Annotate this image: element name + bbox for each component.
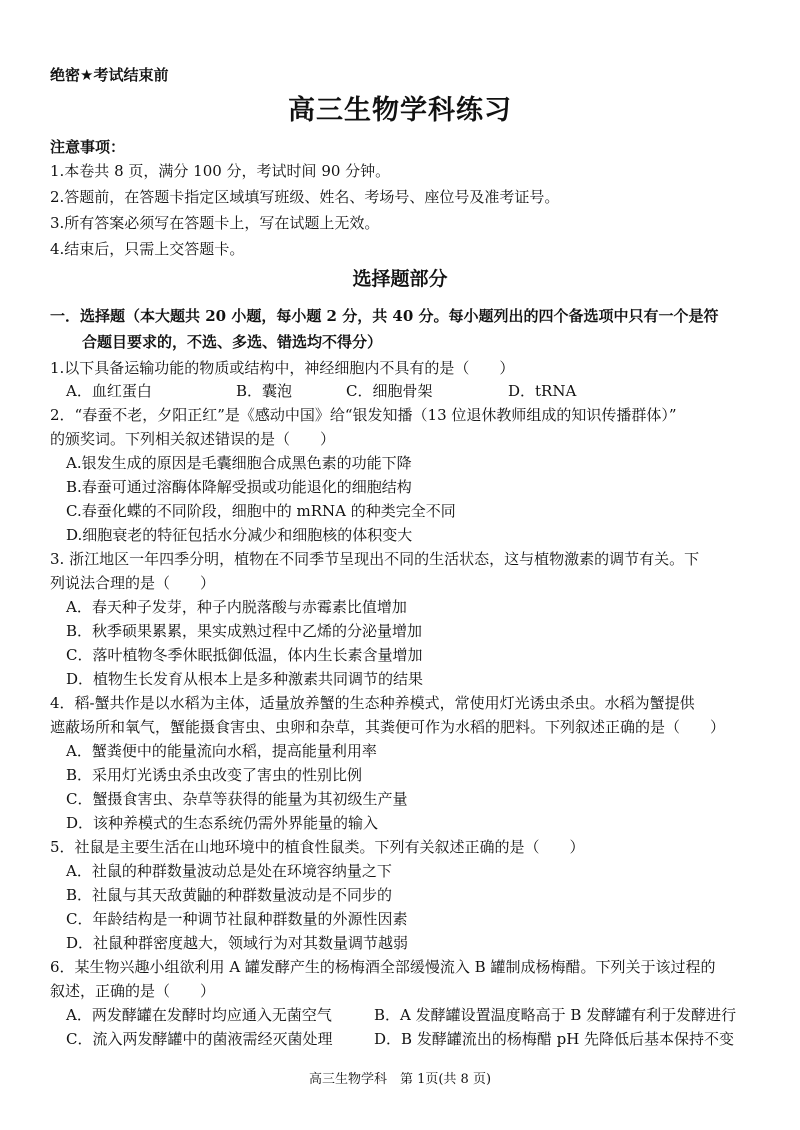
question-1-stem: 1.以下具备运输功能的物质或结构中，神经细胞内不具有的是（ ） [50, 359, 515, 377]
question-4-stem: 4．稻-蟹共作是以水稻为主体，适量放养蟹的生态种养模式，常使用灯光诱虫杀虫。水稻为蟹提供 [50, 694, 695, 712]
question-5-option-d: D．社鼠种群密度越大，领域行为对其数量调节越弱 [66, 934, 409, 952]
part-instruction: 一．选择题（本大题共 20 小题，每小题 2 分，共 40 分。每小题列出的四个备选项中只有一个是符 [50, 307, 719, 325]
question-1-option-d: D．tRNA [508, 382, 577, 400]
part-instruction: 合题目要求的，不选、多选、错选均不得分） [82, 333, 383, 351]
question-5-stem: 5．社鼠是主要生活在山地环境中的植食性鼠类。下列有关叙述正确的是（ ） [50, 838, 585, 856]
question-4-option-b: B．采用灯光诱虫杀虫改变了害虫的性别比例 [66, 766, 363, 784]
question-3-stem: 列说法合理的是（ ） [50, 574, 216, 592]
page-footer: 高三生物学科 第 1页(共 8 页) [308, 1072, 492, 1087]
note-item: 1.本卷共 8 页，满分 100 分，考试时间 90 分钟。 [50, 162, 391, 180]
question-6-option-a: A．两发酵罐在发酵时均应通入无菌空气 [66, 1006, 332, 1024]
notes-heading: 注意事项： [50, 138, 126, 156]
question-1-option-c: C．细胞骨架 [346, 382, 433, 400]
question-3-stem: 3. 浙江地区一年四季分明，植物在不同季节呈现出不同的生活状态，这与植物激素的调节有关。下 [50, 550, 700, 568]
question-1-option-a: A．血红蛋白 [66, 382, 152, 400]
page-title: 高三生物学科练习 [288, 95, 512, 126]
question-1-option-b: B．囊泡 [236, 382, 293, 400]
question-6-option-d: D．B 发酵罐流出的杨梅醋 pH 先降低后基本保持不变 [374, 1030, 735, 1048]
question-5-option-c: C．年龄结构是一种调节社鼠种群数量的外源性因素 [66, 910, 408, 928]
question-4-option-d: D．该种养模式的生态系统仍需外界能量的输入 [66, 814, 379, 832]
question-2-option-c: C.春蚕化蝶的不同阶段，细胞中的 mRNA 的种类完全不同 [66, 502, 456, 520]
question-3-option-b: B．秋季硕果累累，果实成熟过程中乙烯的分泌量增加 [66, 622, 423, 640]
question-5-option-a: A．社鼠的种群数量波动总是处在环境容纳量之下 [66, 862, 392, 880]
question-6-option-b: B．A 发酵罐设置温度略高于 B 发酵罐有利于发酵进行 [374, 1006, 737, 1024]
section-title: 选择题部分 [352, 268, 448, 290]
question-3-option-d: D．植物生长发育从根本上是多种激素共同调节的结果 [66, 670, 424, 688]
question-4-option-a: A．蟹粪便中的能量流向水稻，提高能量利用率 [66, 742, 377, 760]
question-5-option-b: B．社鼠与其天敌黄鼬的种群数量波动是不同步的 [66, 886, 393, 904]
note-item: 2.答题前，在答题卡指定区域填写班级、姓名、考场号、座位号及准考证号。 [50, 188, 560, 206]
note-item: 3.所有答案必须写在答题卡上，写在试题上无效。 [50, 214, 380, 232]
confidential-label: 绝密★考试结束前 [50, 66, 169, 84]
question-6-stem: 叙述，正确的是（ ） [50, 982, 216, 1000]
question-2-option-a: A.银发生成的原因是毛囊细胞合成黑色素的功能下降 [66, 454, 412, 472]
question-4-stem: 遮蔽场所和氧气，蟹能摄食害虫、虫卵和杂草，其粪便可作为水稻的肥料。下列叙述正确的是（ ） [50, 718, 726, 736]
question-2-option-d: D.细胞衰老的特征包括水分减少和细胞核的体积变大 [66, 526, 413, 544]
question-3-option-a: A．春天种子发芽，种子内脱落酸与赤霉素比值增加 [66, 598, 407, 616]
question-3-option-c: C．落叶植物冬季休眠抵御低温，体内生长素含量增加 [66, 646, 423, 664]
question-6-option-c: C．流入两发酵罐中的菌液需经灭菌处理 [66, 1030, 333, 1048]
question-2-stem: 的颁奖词。下列相关叙述错误的是（ ） [50, 430, 336, 448]
question-4-option-c: C．蟹摄食害虫、杂草等获得的能量为其初级生产量 [66, 790, 408, 808]
question-2-option-b: B.春蚕可通过溶酶体降解受损或功能退化的细胞结构 [66, 478, 412, 496]
note-item: 4.结束后，只需上交答题卡。 [50, 240, 245, 258]
question-2-stem: 2．“春蚕不老，夕阳正红”是《感动中国》给“银发知播（13 位退休教师组成的知识传播群体）” [50, 406, 677, 424]
question-6-stem: 6．某生物兴趣小组欲利用 A 罐发酵产生的杨梅酒全部缓慢流入 B 罐制成杨梅醋。下列关于该过程的 [50, 958, 716, 976]
